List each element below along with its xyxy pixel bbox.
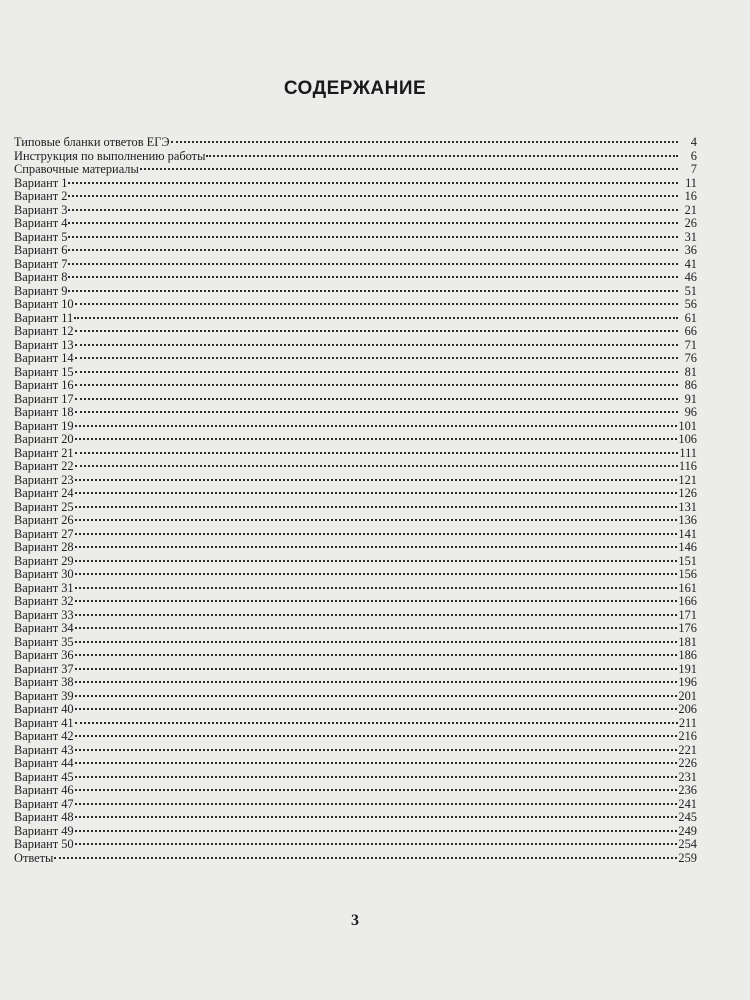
toc-entry-leader bbox=[68, 222, 678, 224]
toc-entry-leader bbox=[75, 641, 678, 643]
toc-entry bbox=[14, 447, 697, 461]
toc-entry-page: 26 bbox=[684, 216, 697, 230]
toc-entry-label: Типовые бланки ответов ЕГЭ bbox=[14, 135, 170, 149]
toc-entry-label: Вариант 34 bbox=[14, 621, 74, 635]
toc-entry-leader bbox=[75, 506, 678, 508]
toc-entry bbox=[14, 595, 697, 609]
toc-entry-page: 141 bbox=[678, 526, 697, 541]
toc-entry-label: Вариант 37 bbox=[14, 661, 74, 676]
toc-entry-leader bbox=[75, 722, 678, 724]
toc-entry-leader bbox=[68, 249, 678, 251]
toc-entry-page: 121 bbox=[678, 472, 697, 487]
toc-entry-leader bbox=[75, 573, 678, 575]
toc-entry-leader bbox=[75, 465, 678, 467]
toc-entry-page: 231 bbox=[678, 769, 697, 784]
toc-entry bbox=[14, 352, 697, 366]
toc-entry-leader bbox=[54, 857, 677, 859]
toc-entry bbox=[14, 406, 697, 420]
toc-entry-page: 21 bbox=[684, 202, 697, 217]
toc-entry-leader bbox=[75, 371, 678, 373]
toc-entry bbox=[14, 379, 697, 393]
toc-entry-leader bbox=[75, 384, 678, 386]
toc-entry bbox=[14, 744, 697, 758]
toc-entry-page: 11 bbox=[685, 175, 697, 190]
toc-entry-label: Вариант 29 bbox=[14, 553, 74, 568]
toc-entry-label: Вариант 9 bbox=[14, 283, 68, 298]
toc-entry bbox=[14, 622, 697, 636]
toc-entry-label: Вариант 24 bbox=[14, 486, 74, 500]
toc-entry-leader bbox=[171, 141, 678, 143]
toc-entry-leader bbox=[68, 182, 678, 184]
toc-entry-page: 201 bbox=[678, 688, 697, 703]
toc-entry-label: Вариант 18 bbox=[14, 405, 74, 419]
toc-entry-label: Вариант 40 bbox=[14, 702, 74, 716]
toc-entry bbox=[14, 420, 697, 434]
toc-entry-label: Вариант 21 bbox=[14, 445, 74, 460]
toc-entry bbox=[14, 676, 697, 690]
toc-entry bbox=[14, 271, 697, 285]
toc-entry-page: 36 bbox=[684, 243, 697, 257]
toc-entry-leader bbox=[75, 411, 678, 413]
toc-entry bbox=[14, 190, 697, 204]
toc-entry bbox=[14, 163, 697, 177]
toc-entry bbox=[14, 204, 697, 218]
toc-entry-leader bbox=[140, 168, 678, 170]
toc-entry-page: 136 bbox=[678, 513, 697, 527]
toc-entry bbox=[14, 150, 697, 164]
toc-entry bbox=[14, 177, 697, 191]
toc-entry bbox=[14, 231, 697, 245]
toc-entry-page: 116 bbox=[678, 459, 697, 473]
toc-entry bbox=[14, 825, 697, 839]
toc-entry-leader bbox=[75, 830, 678, 832]
toc-entry-leader bbox=[75, 438, 678, 440]
toc-entry bbox=[14, 636, 697, 650]
toc-entry-page: 101 bbox=[678, 418, 697, 433]
toc-entry bbox=[14, 838, 697, 852]
toc-entry bbox=[14, 528, 697, 542]
toc-entry bbox=[14, 433, 697, 447]
toc-entry bbox=[14, 244, 697, 258]
toc-entry-leader bbox=[206, 155, 678, 157]
toc-entry-leader bbox=[75, 587, 678, 589]
toc-entry-label: Вариант 41 bbox=[14, 715, 74, 730]
toc-entry-page: 221 bbox=[678, 742, 697, 757]
toc-entry-leader bbox=[75, 789, 678, 791]
toc-entry-label: Вариант 4 bbox=[14, 216, 68, 230]
toc-entry-page: 146 bbox=[678, 540, 697, 554]
toc-entry bbox=[14, 366, 697, 380]
toc-entry-leader bbox=[68, 236, 678, 238]
toc-entry bbox=[14, 217, 697, 231]
toc-entry bbox=[14, 649, 697, 663]
toc-entry-label: Вариант 10 bbox=[14, 297, 74, 311]
toc-entry-leader bbox=[75, 600, 678, 602]
toc-entry-label: Вариант 45 bbox=[14, 769, 74, 784]
toc-entry-label: Вариант 23 bbox=[14, 472, 74, 487]
toc-entry-leader bbox=[75, 425, 678, 427]
toc-entry-label: Вариант 35 bbox=[14, 634, 74, 649]
toc-entry-leader bbox=[75, 776, 678, 778]
toc-entry bbox=[14, 474, 697, 488]
toc-entry-label: Вариант 22 bbox=[14, 459, 74, 473]
toc-entry bbox=[14, 784, 697, 798]
page-number: 3 bbox=[351, 912, 359, 929]
toc-entry-page: 249 bbox=[678, 823, 697, 838]
toc-entry-leader bbox=[75, 546, 678, 548]
toc-entry-page: 71 bbox=[684, 337, 697, 352]
toc-entry-page: 111 bbox=[679, 445, 697, 460]
toc-entry-label: Ответы bbox=[14, 850, 54, 865]
toc-entry bbox=[14, 798, 697, 812]
toc-entry-page: 166 bbox=[678, 594, 697, 608]
toc-entry-label: Вариант 27 bbox=[14, 526, 74, 541]
toc-entry-label: Вариант 28 bbox=[14, 540, 74, 554]
toc-entry-label: Вариант 8 bbox=[14, 270, 68, 284]
toc-entry-label: Вариант 48 bbox=[14, 810, 74, 824]
toc-entry-leader bbox=[75, 749, 678, 751]
toc-entry-label: Вариант 6 bbox=[14, 243, 68, 257]
toc-entry-label: Вариант 14 bbox=[14, 351, 74, 365]
toc-entry-page: 191 bbox=[678, 661, 697, 676]
toc-entry bbox=[14, 555, 697, 569]
toc-entry-label: Вариант 49 bbox=[14, 823, 74, 838]
toc-entry-label: Вариант 32 bbox=[14, 594, 74, 608]
toc-entry-page: 241 bbox=[678, 796, 697, 811]
toc-entry-leader bbox=[75, 614, 678, 616]
toc-entry-leader bbox=[75, 708, 678, 710]
toc-entry-label: Вариант 43 bbox=[14, 742, 74, 757]
toc-entry-page: 86 bbox=[684, 378, 697, 392]
toc-entry-label: Вариант 12 bbox=[14, 324, 74, 338]
toc-entry-label: Вариант 33 bbox=[14, 607, 74, 622]
toc-entry bbox=[14, 703, 697, 717]
toc-entry-label: Вариант 25 bbox=[14, 499, 74, 514]
toc-entry-label: Вариант 17 bbox=[14, 391, 74, 406]
toc-entry-label: Вариант 1 bbox=[14, 175, 68, 190]
toc-entry bbox=[14, 514, 697, 528]
toc-entry-leader bbox=[75, 762, 678, 764]
toc-entry-leader bbox=[75, 330, 678, 332]
toc-entry-page: 206 bbox=[678, 702, 697, 716]
toc-entry-label: Вариант 39 bbox=[14, 688, 74, 703]
toc-entry-page: 186 bbox=[678, 648, 697, 662]
toc-entry-page: 259 bbox=[678, 850, 697, 865]
toc-entry bbox=[14, 501, 697, 515]
toc-entry-page: 126 bbox=[678, 486, 697, 500]
toc-entry-page: 31 bbox=[684, 229, 697, 244]
toc-entry-leader bbox=[75, 695, 678, 697]
toc-entry bbox=[14, 690, 697, 704]
toc-entry-leader bbox=[68, 276, 678, 278]
toc-entry-page: 81 bbox=[684, 364, 697, 379]
toc-entry-page: 156 bbox=[678, 567, 697, 581]
toc-entry-label: Вариант 31 bbox=[14, 580, 74, 595]
toc-entry-leader bbox=[75, 533, 678, 535]
toc-entry-leader bbox=[74, 317, 678, 319]
toc-entry bbox=[14, 136, 697, 150]
toc-entry-label: Вариант 30 bbox=[14, 567, 74, 581]
toc-entry-leader bbox=[75, 668, 678, 670]
toc-entry-leader bbox=[75, 654, 678, 656]
toc-entry-leader bbox=[75, 303, 678, 305]
toc-entry-page: 96 bbox=[684, 405, 697, 419]
toc-entry-label: Вариант 5 bbox=[14, 229, 68, 244]
toc-entry bbox=[14, 609, 697, 623]
toc-entry bbox=[14, 487, 697, 501]
toc-entry-label: Вариант 47 bbox=[14, 796, 74, 811]
toc-entry-label: Справочные материалы bbox=[14, 162, 139, 176]
toc-entry bbox=[14, 771, 697, 785]
toc-entry-page: 254 bbox=[678, 837, 697, 851]
toc-entry-leader bbox=[75, 519, 678, 521]
toc-entry bbox=[14, 730, 697, 744]
toc-entry-leader bbox=[75, 479, 678, 481]
toc-entry-page: 7 bbox=[690, 162, 697, 176]
toc-entry-label: Инструкция по выполнению работы bbox=[14, 148, 206, 163]
toc-entry-label: Вариант 42 bbox=[14, 729, 74, 743]
toc-entry bbox=[14, 258, 697, 272]
toc-entry-page: 226 bbox=[678, 756, 697, 770]
toc-entry bbox=[14, 460, 697, 474]
toc-entry-leader bbox=[75, 398, 678, 400]
toc-entry-page: 151 bbox=[678, 553, 697, 568]
toc-entry-leader bbox=[68, 263, 678, 265]
toc-entry-label: Вариант 20 bbox=[14, 432, 74, 446]
toc-entry-label: Вариант 38 bbox=[14, 675, 74, 689]
toc-entry-leader bbox=[75, 344, 678, 346]
toc-entry bbox=[14, 757, 697, 771]
toc-entry-page: 51 bbox=[684, 283, 697, 298]
table-of-contents bbox=[14, 136, 697, 865]
toc-entry-leader bbox=[75, 816, 678, 818]
toc-entry-leader bbox=[75, 843, 678, 845]
toc-entry-leader bbox=[75, 627, 678, 629]
toc-entry-leader bbox=[75, 492, 678, 494]
toc-entry-label: Вариант 13 bbox=[14, 337, 74, 352]
toc-entry bbox=[14, 339, 697, 353]
toc-entry-leader bbox=[68, 290, 678, 292]
toc-entry-page: 171 bbox=[678, 607, 697, 622]
toc-entry bbox=[14, 298, 697, 312]
toc-entry bbox=[14, 312, 697, 326]
toc-entry-leader bbox=[68, 195, 678, 197]
toc-entry-leader bbox=[75, 681, 678, 683]
toc-entry bbox=[14, 568, 697, 582]
toc-entry-page: 211 bbox=[678, 715, 697, 730]
toc-entry bbox=[14, 717, 697, 731]
toc-entry bbox=[14, 663, 697, 677]
toc-entry-page: 161 bbox=[678, 580, 697, 595]
toc-entry-label: Вариант 11 bbox=[14, 310, 74, 325]
toc-entry-page: 245 bbox=[678, 810, 697, 824]
toc-entry-page: 106 bbox=[678, 432, 697, 446]
toc-entry-leader bbox=[68, 209, 678, 211]
toc-entry-page: 56 bbox=[684, 297, 697, 311]
toc-entry-page: 91 bbox=[684, 391, 697, 406]
toc-entry-page: 61 bbox=[684, 310, 697, 325]
toc-entry-label: Вариант 19 bbox=[14, 418, 74, 433]
toc-entry-label: Вариант 50 bbox=[14, 837, 74, 851]
toc-entry-page: 216 bbox=[678, 729, 697, 743]
toc-entry-leader bbox=[75, 560, 678, 562]
toc-entry-label: Вариант 44 bbox=[14, 756, 74, 770]
toc-entry bbox=[14, 541, 697, 555]
toc-entry-page: 76 bbox=[684, 351, 697, 365]
toc-entry-page: 176 bbox=[678, 621, 697, 635]
toc-entry-page: 41 bbox=[684, 256, 697, 271]
page-title: СОДЕРЖАНИЕ bbox=[283, 78, 427, 99]
toc-entry-label: Вариант 15 bbox=[14, 364, 74, 379]
toc-entry-label: Вариант 3 bbox=[14, 202, 68, 217]
toc-entry bbox=[14, 582, 697, 596]
toc-entry-page: 236 bbox=[678, 783, 697, 797]
toc-entry-label: Вариант 36 bbox=[14, 648, 74, 662]
toc-entry bbox=[14, 393, 697, 407]
toc-entry-page: 181 bbox=[678, 634, 697, 649]
toc-entry-page: 66 bbox=[684, 324, 697, 338]
toc-entry-page: 46 bbox=[684, 270, 697, 284]
toc-entry-label: Вариант 2 bbox=[14, 189, 68, 203]
toc-entry-label: Вариант 16 bbox=[14, 378, 74, 392]
toc-entry-page: 6 bbox=[690, 148, 697, 163]
toc-entry bbox=[14, 285, 697, 299]
toc-entry-page: 196 bbox=[678, 675, 697, 689]
toc-entry-leader bbox=[75, 357, 678, 359]
toc-entry-leader bbox=[75, 735, 678, 737]
toc-entry-label: Вариант 46 bbox=[14, 783, 74, 797]
toc-entry bbox=[14, 852, 697, 866]
toc-entry-label: Вариант 7 bbox=[14, 256, 68, 271]
toc-entry bbox=[14, 325, 697, 339]
toc-entry-leader bbox=[75, 452, 678, 454]
toc-entry-label: Вариант 26 bbox=[14, 513, 74, 527]
toc-entry bbox=[14, 811, 697, 825]
toc-entry-page: 16 bbox=[684, 189, 697, 203]
toc-entry-leader bbox=[75, 803, 678, 805]
toc-entry-page: 4 bbox=[690, 135, 697, 149]
toc-entry-page: 131 bbox=[678, 499, 697, 514]
